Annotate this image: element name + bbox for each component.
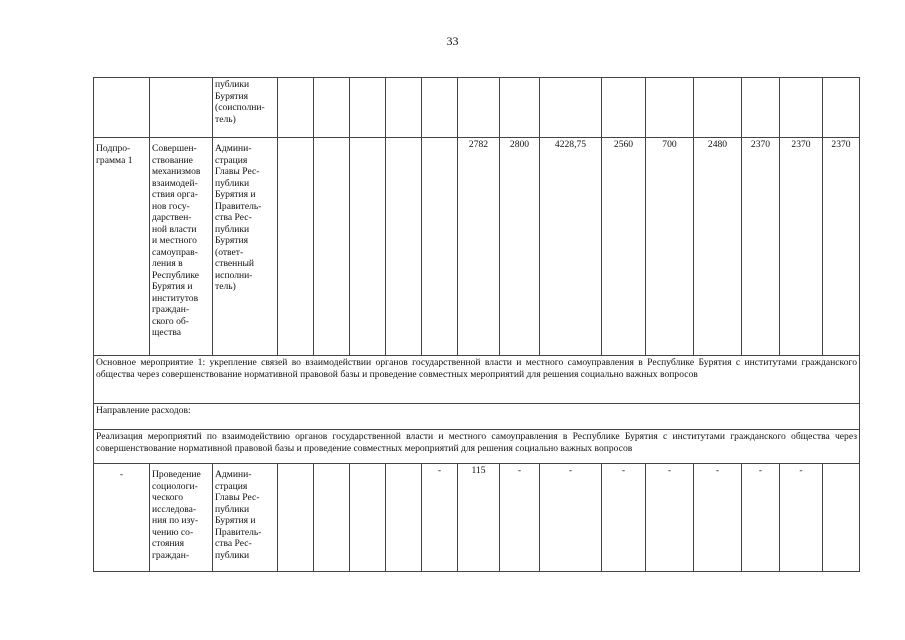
value-cell — [458, 78, 500, 138]
value-cell — [602, 78, 646, 138]
value-cell — [386, 464, 422, 572]
table-row — [94, 430, 860, 464]
value-cell — [350, 78, 386, 138]
value-cell — [742, 78, 780, 138]
program-table — [93, 77, 860, 572]
value-cell: - — [646, 464, 694, 572]
direction-text: Реализация мероприятий по взаимодействию органов государственной власти и местного самоуправления в Республике Бурятия с институтами гражданского общества через совершенствование нормативной правовой базы и проведение совместных мероприятий для решения социально важных вопросов — [94, 430, 860, 464]
table-row — [94, 78, 860, 138]
value-cell — [422, 138, 458, 356]
table-row — [94, 404, 860, 430]
table-row — [94, 356, 860, 404]
value-cell — [422, 78, 458, 138]
executor-cell: публики Бурятия (соисполни- тель) — [213, 78, 278, 138]
value-cell: 2560 — [602, 138, 646, 356]
value-cell — [350, 464, 386, 572]
value-cell — [350, 138, 386, 356]
value-cell: - — [500, 464, 540, 572]
value-cell: - — [422, 464, 458, 572]
executor-cell: Админи- страция Главы Рес- публики Бурятия и Правитель- ства Рес- публики Бурятия (ответ- ственный исполни- тель) — [213, 138, 278, 356]
program-cell — [94, 78, 150, 138]
value-cell: 2370 — [742, 138, 780, 356]
program-cell: - — [94, 464, 150, 572]
value-cell — [278, 78, 314, 138]
value-cell: 2800 — [500, 138, 540, 356]
value-cell — [540, 78, 602, 138]
page-number: 33 — [446, 34, 459, 48]
main-measure-text: Основное мероприятие 1: укрепление связей во взаимодействии органов государственной власти и местного самоуправления в Республике Бурятия с институтами гражданского общества через совершенствование нормативной правовой базы и проведение совместных мероприятий для решения социально важных вопросов — [94, 356, 860, 404]
executor-cell: Админи- страция Главы Рес- публики Бурятия и Правитель- ства Рес- публики — [213, 464, 278, 572]
value-cell: - — [780, 464, 823, 572]
program-cell: Подпро- грамма 1 — [94, 138, 150, 356]
value-cell: - — [742, 464, 780, 572]
name-cell — [150, 78, 213, 138]
value-cell — [694, 78, 742, 138]
name-cell: Совершен- ствование механизмов взаимодей- ствия орга- нов госу- дарствен- ной власти и местного самоуправ- ления в Республике Бурятия и институтов граждан- ского об- щества — [150, 138, 213, 356]
direction-label: Направление расходов: — [94, 404, 860, 430]
table-row — [94, 138, 860, 356]
value-cell: - — [602, 464, 646, 572]
value-cell — [780, 78, 823, 138]
value-cell — [823, 78, 860, 138]
value-cell — [386, 138, 422, 356]
value-cell: - — [694, 464, 742, 572]
value-cell: 4228,75 — [540, 138, 602, 356]
name-cell: Проведение социологи- ческого исследова- ния по изу- чению со- стояния граждан- — [150, 464, 213, 572]
value-cell: - — [540, 464, 602, 572]
value-cell: 2370 — [780, 138, 823, 356]
value-cell — [278, 464, 314, 572]
value-cell — [314, 78, 350, 138]
value-cell: 2480 — [694, 138, 742, 356]
value-cell: 115 — [458, 464, 500, 572]
value-cell — [500, 78, 540, 138]
value-cell — [314, 464, 350, 572]
value-cell: 700 — [646, 138, 694, 356]
value-cell — [386, 78, 422, 138]
value-cell — [823, 464, 860, 572]
table-row — [94, 464, 860, 572]
value-cell: 2782 — [458, 138, 500, 356]
value-cell — [278, 138, 314, 356]
value-cell — [646, 78, 694, 138]
value-cell — [314, 138, 350, 356]
value-cell: 2370 — [823, 138, 860, 356]
